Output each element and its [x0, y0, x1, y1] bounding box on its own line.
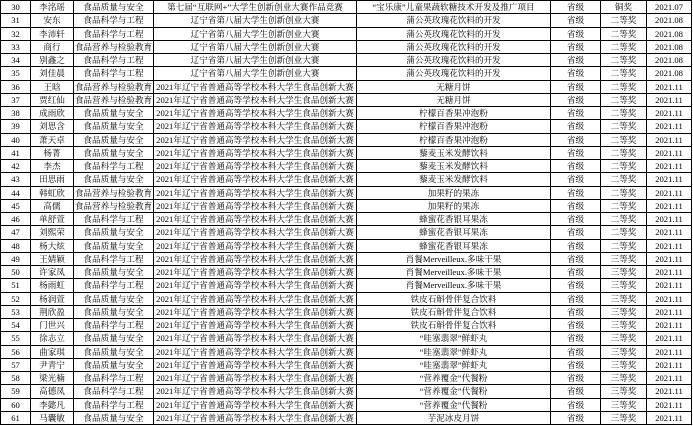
date-cell: 2021.11 — [647, 279, 692, 292]
date-cell: 2021.08 — [647, 41, 692, 54]
row-number-cell: 30 — [1, 1, 31, 14]
row-number-cell: 54 — [1, 319, 31, 332]
date-cell: 2021.11 — [647, 160, 692, 173]
student-name-cell: 田思雨 — [31, 173, 74, 186]
student-name-cell: 徐志立 — [31, 332, 74, 345]
major-cell: 食品质量与安全 — [74, 412, 154, 425]
date-cell: 2021.11 — [647, 359, 692, 372]
award-cell: 二等奖 — [601, 147, 647, 160]
student-name-cell: 刘思含 — [31, 120, 74, 133]
row-number-cell: 50 — [1, 266, 31, 279]
student-name-cell: 成雨欣 — [31, 107, 74, 120]
award-cell: 三等奖 — [601, 266, 647, 279]
competition-cell: 2021年辽宁省普通高等学校本科大学生食品创新大赛 — [154, 160, 357, 173]
level-cell: 省级 — [551, 332, 601, 345]
competition-cell: 2021年辽宁省普通高等学校本科大学生食品创新大赛 — [154, 94, 357, 107]
major-cell: 食品科学与工程 — [74, 14, 154, 27]
award-cell: 二等奖 — [601, 213, 647, 226]
student-name-cell: 高德凤 — [31, 385, 74, 398]
award-cell: 二等奖 — [601, 240, 647, 253]
major-cell: 食品科学与工程 — [74, 385, 154, 398]
table-row — [1, 359, 692, 372]
competition-cell: 2021年辽宁省普通高等学校本科大学生食品创新大赛 — [154, 279, 357, 292]
level-cell: 省级 — [551, 54, 601, 67]
major-cell: 食品营养与检验教育 — [74, 187, 154, 200]
major-cell: 食品科学与工程 — [74, 253, 154, 266]
date-cell: 2021.11 — [647, 319, 692, 332]
level-cell: 省级 — [551, 107, 601, 120]
major-cell: 食品科学与工程 — [74, 213, 154, 226]
project-cell: 肖餐Merveilleux.多味干果 — [357, 279, 551, 292]
major-cell: 食品科学与工程 — [74, 67, 154, 80]
row-number-cell: 56 — [1, 346, 31, 359]
date-cell: 2021.11 — [647, 346, 692, 359]
level-cell: 省级 — [551, 213, 601, 226]
row-number-cell: 39 — [1, 120, 31, 133]
project-cell: 加果籽的果冻 — [357, 200, 551, 213]
date-cell: 2021.11 — [647, 412, 692, 425]
project-cell: 无糖月饼 — [357, 94, 551, 107]
competition-cell: 2021年辽宁省普通高等学校本科大学生食品创新大赛 — [154, 173, 357, 186]
table-row — [1, 120, 692, 133]
level-cell: 省级 — [551, 359, 601, 372]
project-cell: “营养覆金”代餐粉 — [357, 399, 551, 412]
table-row — [1, 346, 692, 359]
major-cell: 食品质量与安全 — [74, 359, 154, 372]
major-cell: 食品质量与安全 — [74, 120, 154, 133]
major-cell: 食品质量与安全 — [74, 226, 154, 239]
row-number-cell: 42 — [1, 160, 31, 173]
award-cell: 二等奖 — [601, 226, 647, 239]
table-row — [1, 134, 692, 147]
competition-cell: 辽宁省第八届大学生创新创业大赛 — [154, 28, 357, 41]
project-cell: 蒲公英玫瑰花饮料的开发 — [357, 41, 551, 54]
table-row — [1, 266, 692, 279]
student-name-cell: 安东 — [31, 14, 74, 27]
student-name-cell: 门世兴 — [31, 319, 74, 332]
student-name-cell: 别鑫之 — [31, 54, 74, 67]
student-name-cell: 王晗 — [31, 81, 74, 94]
level-cell: 省级 — [551, 346, 601, 359]
competition-cell: 第七届“互联网+”大学生创新创业大赛作品竞赛 — [154, 1, 357, 14]
row-number-cell: 48 — [1, 240, 31, 253]
row-number-cell: 45 — [1, 200, 31, 213]
date-cell: 2021.11 — [647, 81, 692, 94]
row-number-cell: 34 — [1, 54, 31, 67]
date-cell: 2021.11 — [647, 385, 692, 398]
table-row — [1, 240, 692, 253]
award-cell: 三等奖 — [601, 372, 647, 385]
project-cell: 蜂蜜花香银耳果冻 — [357, 213, 551, 226]
date-cell: 2021.11 — [647, 134, 692, 147]
student-name-cell: 李洺瑶 — [31, 1, 74, 14]
competition-cell: 2021年辽宁省普通高等学校本科大学生食品创新大赛 — [154, 226, 357, 239]
major-cell: 食品质量与安全 — [74, 173, 154, 186]
date-cell: 2021.11 — [647, 266, 692, 279]
competition-cell: 2021年辽宁省普通高等学校本科大学生食品创新大赛 — [154, 372, 357, 385]
level-cell: 省级 — [551, 240, 601, 253]
level-cell: 省级 — [551, 385, 601, 398]
level-cell: 省级 — [551, 67, 601, 80]
project-cell: 加果籽的果冻 — [357, 187, 551, 200]
project-cell: 无糖月饼 — [357, 81, 551, 94]
level-cell: 省级 — [551, 147, 601, 160]
level-cell: 省级 — [551, 81, 601, 94]
date-cell: 2021.11 — [647, 253, 692, 266]
competition-cell: 2021年辽宁省普通高等学校本科大学生食品创新大赛 — [154, 385, 357, 398]
level-cell: 省级 — [551, 173, 601, 186]
major-cell: 食品质量与安全 — [74, 134, 154, 147]
award-cell: 三等奖 — [601, 412, 647, 425]
table-row — [1, 1, 692, 14]
project-cell: 蒲公英玫瑰花饮料的开发 — [357, 54, 551, 67]
level-cell: 省级 — [551, 399, 601, 412]
competition-cell: 2021年辽宁省普通高等学校本科大学生食品创新大赛 — [154, 240, 357, 253]
level-cell: 省级 — [551, 134, 601, 147]
competition-cell: 2021年辽宁省普通高等学校本科大学生食品创新大赛 — [154, 147, 357, 160]
award-cell: 二等奖 — [601, 14, 647, 27]
table-row — [1, 226, 692, 239]
date-cell: 2021.11 — [647, 399, 692, 412]
project-cell: 柠檬百香果冲泡粉 — [357, 107, 551, 120]
date-cell: 2021.08 — [647, 67, 692, 80]
award-cell: 二等奖 — [601, 41, 647, 54]
table-row — [1, 253, 692, 266]
award-cell: 三等奖 — [601, 319, 647, 332]
student-name-cell: 杨大炫 — [31, 240, 74, 253]
student-name-cell: 杨润萱 — [31, 293, 74, 306]
row-number-cell: 31 — [1, 14, 31, 27]
project-cell: “营养覆金”代餐粉 — [357, 385, 551, 398]
level-cell: 省级 — [551, 372, 601, 385]
award-cell: 三等奖 — [601, 385, 647, 398]
award-cell: 二等奖 — [601, 200, 647, 213]
award-cell: 三等奖 — [601, 346, 647, 359]
competition-cell: 2021年辽宁省普通高等学校本科大学生食品创新大赛 — [154, 120, 357, 133]
major-cell: 食品质量与安全 — [74, 306, 154, 319]
table-row — [1, 279, 692, 292]
project-cell: 芋泥冰皮月饼 — [357, 412, 551, 425]
level-cell: 省级 — [551, 94, 601, 107]
major-cell: 食品科学与工程 — [74, 399, 154, 412]
competition-cell: 2021年辽宁省普通高等学校本科大学生食品创新大赛 — [154, 399, 357, 412]
award-cell: 二等奖 — [601, 94, 647, 107]
table-row — [1, 67, 692, 80]
competition-cell: 2021年辽宁省普通高等学校本科大学生食品创新大赛 — [154, 319, 357, 332]
student-name-cell: 杨菁 — [31, 147, 74, 160]
competition-cell: 辽宁省第八届大学生创新创业大赛 — [154, 41, 357, 54]
major-cell: 食品质量与安全 — [74, 240, 154, 253]
date-cell: 2021.08 — [647, 28, 692, 41]
competition-cell: 2021年辽宁省普通高等学校本科大学生食品创新大赛 — [154, 359, 357, 372]
level-cell: 省级 — [551, 253, 601, 266]
award-cell: 三等奖 — [601, 279, 647, 292]
table-row — [1, 94, 692, 107]
student-name-cell: 韩虹欣 — [31, 187, 74, 200]
date-cell: 2021.11 — [647, 94, 692, 107]
competition-cell: 2021年辽宁省普通高等学校本科大学生食品创新大赛 — [154, 346, 357, 359]
award-cell: 三等奖 — [601, 306, 647, 319]
date-cell: 2021.11 — [647, 200, 692, 213]
competition-cell: 辽宁省第八届大学生创新创业大赛 — [154, 54, 357, 67]
level-cell: 省级 — [551, 41, 601, 54]
competition-cell: 2021年辽宁省普通高等学校本科大学生食品创新大赛 — [154, 107, 357, 120]
level-cell: 省级 — [551, 160, 601, 173]
award-cell: 二等奖 — [601, 120, 647, 133]
project-cell: “营养覆金”代餐粉 — [357, 372, 551, 385]
row-number-cell: 55 — [1, 332, 31, 345]
project-cell: 蒲公英玫瑰花饮料的开发 — [357, 67, 551, 80]
student-name-cell: 曲家琪 — [31, 346, 74, 359]
date-cell: 2021.11 — [647, 226, 692, 239]
competition-cell: 2021年辽宁省普通高等学校本科大学生食品创新大赛 — [154, 134, 357, 147]
major-cell: 食品质量与安全 — [74, 266, 154, 279]
row-number-cell: 46 — [1, 213, 31, 226]
date-cell: 2021.11 — [647, 293, 692, 306]
student-name-cell: 单舒萱 — [31, 213, 74, 226]
table-row — [1, 306, 692, 319]
project-cell: 肖餐Merveilleux.多味干果 — [357, 253, 551, 266]
date-cell: 2021.07 — [647, 1, 692, 14]
student-name-cell: 荆欣盈 — [31, 306, 74, 319]
row-number-cell: 61 — [1, 412, 31, 425]
award-cell: 二等奖 — [601, 54, 647, 67]
date-cell: 2021.11 — [647, 147, 692, 160]
student-name-cell: 高儒 — [31, 200, 74, 213]
major-cell: 食品科学与工程 — [74, 279, 154, 292]
date-cell: 2021.11 — [647, 372, 692, 385]
major-cell: 食品营养与检验教育 — [74, 81, 154, 94]
project-cell: 蜂蜜花香银耳果冻 — [357, 226, 551, 239]
project-cell: 藜麦玉米发酵饮料 — [357, 173, 551, 186]
level-cell: 省级 — [551, 293, 601, 306]
table-row — [1, 160, 692, 173]
project-cell: 柠檬百香果冲泡粉 — [357, 120, 551, 133]
student-name-cell: 商行 — [31, 41, 74, 54]
row-number-cell: 52 — [1, 293, 31, 306]
project-cell: “哇塞翡翠”鲜虾丸 — [357, 346, 551, 359]
award-cell: 二等奖 — [601, 134, 647, 147]
competition-cell: 2021年辽宁省普通高等学校本科大学生食品创新大赛 — [154, 213, 357, 226]
major-cell: 食品营养与检验教育 — [74, 200, 154, 213]
table-row — [1, 399, 692, 412]
table-row — [1, 332, 692, 345]
competition-cell: 2021年辽宁省普通高等学校本科大学生食品创新大赛 — [154, 293, 357, 306]
date-cell: 2021.08 — [647, 14, 692, 27]
row-number-cell: 40 — [1, 134, 31, 147]
table-row — [1, 200, 692, 213]
row-number-cell: 36 — [1, 81, 31, 94]
date-cell: 2021.11 — [647, 213, 692, 226]
table-row — [1, 107, 692, 120]
level-cell: 省级 — [551, 187, 601, 200]
level-cell: 省级 — [551, 1, 601, 14]
table-row — [1, 81, 692, 94]
table-row — [1, 28, 692, 41]
row-number-cell: 49 — [1, 253, 31, 266]
level-cell: 省级 — [551, 120, 601, 133]
student-name-cell: 王婧颖 — [31, 253, 74, 266]
date-cell: 2021.11 — [647, 120, 692, 133]
student-name-cell: 马囊敏 — [31, 412, 74, 425]
award-cell: 二等奖 — [601, 107, 647, 120]
level-cell: 省级 — [551, 412, 601, 425]
date-cell: 2021.11 — [647, 332, 692, 345]
table-row — [1, 213, 692, 226]
row-number-cell: 60 — [1, 399, 31, 412]
row-number-cell: 44 — [1, 187, 31, 200]
project-cell: 藜麦玉米发酵饮料 — [357, 160, 551, 173]
table-row — [1, 412, 692, 425]
project-cell: 柠檬百香果冲泡粉 — [357, 134, 551, 147]
competition-cell: 2021年辽宁省普通高等学校本科大学生食品创新大赛 — [154, 306, 357, 319]
project-cell: 蜂蜜花香银耳果冻 — [357, 240, 551, 253]
project-cell: “哇塞翡翠”鲜虾丸 — [357, 359, 551, 372]
level-cell: 省级 — [551, 226, 601, 239]
award-cell: 二等奖 — [601, 173, 647, 186]
project-cell: “宝乐康”儿童果蔬软糖技术开发及推广项目 — [357, 1, 551, 14]
award-cell: 三等奖 — [601, 253, 647, 266]
project-cell: 藜麦玉米发酵饮料 — [357, 147, 551, 160]
award-cell: 三等奖 — [601, 399, 647, 412]
date-cell: 2021.11 — [647, 187, 692, 200]
major-cell: 食品质量与安全 — [74, 1, 154, 14]
table-row — [1, 147, 692, 160]
student-name-cell: 李沛轩 — [31, 28, 74, 41]
date-cell: 2021.11 — [647, 107, 692, 120]
student-name-cell: 刘佳晨 — [31, 67, 74, 80]
student-name-cell: 贾红仙 — [31, 94, 74, 107]
date-cell: 2021.08 — [647, 54, 692, 67]
award-cell: 二等奖 — [601, 28, 647, 41]
student-name-cell: 刘熙荣 — [31, 226, 74, 239]
award-cell: 三等奖 — [601, 332, 647, 345]
date-cell: 2021.11 — [647, 306, 692, 319]
competition-cell: 辽宁省第八届大学生创新创业大赛 — [154, 67, 357, 80]
date-cell: 2021.11 — [647, 240, 692, 253]
row-number-cell: 43 — [1, 173, 31, 186]
level-cell: 省级 — [551, 266, 601, 279]
competition-cell: 辽宁省第八届大学生创新创业大赛 — [154, 14, 357, 27]
student-name-cell: 李杰 — [31, 160, 74, 173]
level-cell: 省级 — [551, 28, 601, 41]
row-number-cell: 37 — [1, 94, 31, 107]
student-name-cell: 梁光楠 — [31, 372, 74, 385]
row-number-cell: 51 — [1, 279, 31, 292]
student-name-cell: 杨雨虹 — [31, 279, 74, 292]
level-cell: 省级 — [551, 200, 601, 213]
table-row — [1, 293, 692, 306]
project-cell: 铁皮石斛骨伴复合饮料 — [357, 306, 551, 319]
competition-cell: 2021年辽宁省普通高等学校本科大学生食品创新大赛 — [154, 200, 357, 213]
award-cell: 三等奖 — [601, 359, 647, 372]
row-number-cell: 32 — [1, 28, 31, 41]
major-cell: 食品营养与检验教育 — [74, 41, 154, 54]
major-cell: 食品质量与安全 — [74, 346, 154, 359]
award-cell: 二等奖 — [601, 67, 647, 80]
major-cell: 食品科学与工程 — [74, 54, 154, 67]
competition-cell: 2021年辽宁省普通高等学校本科大学生食品创新大赛 — [154, 187, 357, 200]
competition-cell: 2021年辽宁省普通高等学校本科大学生食品创新大赛 — [154, 332, 357, 345]
award-cell: 三等奖 — [601, 293, 647, 306]
competition-cell: 2021年辽宁省普通高等学校本科大学生食品创新大赛 — [154, 412, 357, 425]
award-cell: 二等奖 — [601, 160, 647, 173]
competition-cell: 2021年辽宁省普通高等学校本科大学生食品创新大赛 — [154, 253, 357, 266]
row-number-cell: 41 — [1, 147, 31, 160]
major-cell: 食品科学与工程 — [74, 372, 154, 385]
level-cell: 省级 — [551, 279, 601, 292]
level-cell: 省级 — [551, 14, 601, 27]
table-row — [1, 372, 692, 385]
project-cell: 铁皮石斛骨伴复合饮料 — [357, 319, 551, 332]
project-cell: 肖餐Merveilleux.多味干果 — [357, 266, 551, 279]
major-cell: 食品质量与安全 — [74, 107, 154, 120]
level-cell: 省级 — [551, 306, 601, 319]
row-number-cell: 57 — [1, 359, 31, 372]
major-cell: 食品科学与工程 — [74, 319, 154, 332]
row-number-cell: 53 — [1, 306, 31, 319]
student-name-cell: 李懿凡 — [31, 399, 74, 412]
table-row — [1, 41, 692, 54]
student-name-cell: 尹青宁 — [31, 359, 74, 372]
project-cell: “哇塞翡翠”鲜虾丸 — [357, 332, 551, 345]
row-number-cell: 58 — [1, 372, 31, 385]
major-cell: 食品质量与安全 — [74, 332, 154, 345]
row-number-cell: 59 — [1, 385, 31, 398]
row-number-cell: 38 — [1, 107, 31, 120]
level-cell: 省级 — [551, 319, 601, 332]
table-row — [1, 385, 692, 398]
award-cell: 二等奖 — [601, 187, 647, 200]
major-cell: 食品科学与工程 — [74, 160, 154, 173]
competition-cell: 2021年辽宁省普通高等学校本科大学生食品创新大赛 — [154, 266, 357, 279]
table-row — [1, 319, 692, 332]
table-row — [1, 173, 692, 186]
major-cell: 食品营养与检验教育 — [74, 94, 154, 107]
table-row — [1, 14, 692, 27]
row-number-cell: 47 — [1, 226, 31, 239]
student-name-cell: 萧天卓 — [31, 134, 74, 147]
major-cell: 食品质量与安全 — [74, 293, 154, 306]
row-number-cell: 33 — [1, 41, 31, 54]
date-cell: 2021.11 — [647, 173, 692, 186]
row-number-cell: 35 — [1, 67, 31, 80]
award-cell: 铜奖 — [601, 1, 647, 14]
student-name-cell: 许家凤 — [31, 266, 74, 279]
project-cell: 蒲公英玫瑰花饮料的开发 — [357, 28, 551, 41]
major-cell: 食品科学与工程 — [74, 28, 154, 41]
table-row — [1, 187, 692, 200]
project-cell: 铁皮石斛骨伴复合饮料 — [357, 293, 551, 306]
project-cell: 蒲公英玫瑰花饮料的开发 — [357, 14, 551, 27]
table-row — [1, 54, 692, 67]
competition-cell: 2021年辽宁省普通高等学校本科大学生食品创新大赛 — [154, 81, 357, 94]
award-cell: 二等奖 — [601, 81, 647, 94]
major-cell: 食品质量与安全 — [74, 147, 154, 160]
